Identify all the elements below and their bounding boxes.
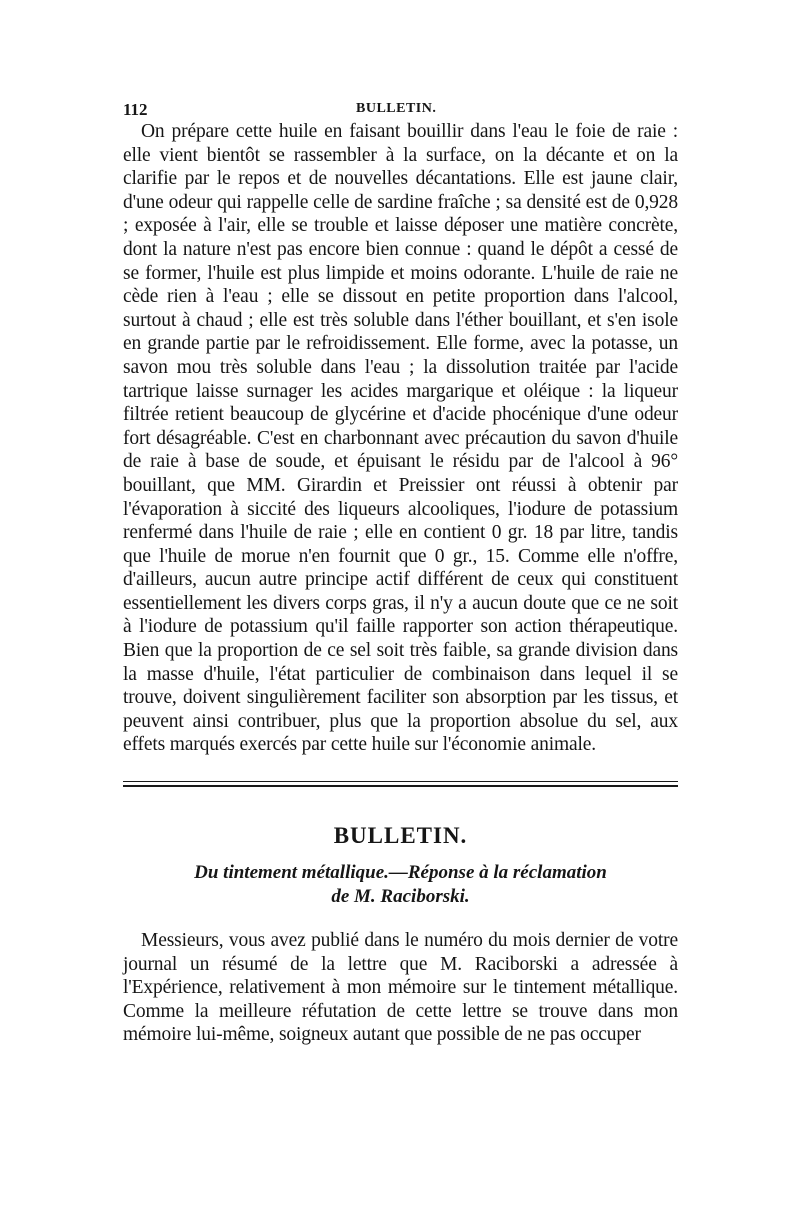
article-title xyxy=(123,861,678,909)
divider-thin-rule xyxy=(123,781,678,782)
letter-paragraph: Messieurs, vous avez publié dans le numéro du mois dernier de votre journal un résumé de la lettre que M. Raciborski a adressée à l'Expérience, relativement à mon mémoire sur le tintement métallique. Comme la meilleure réfutation de cette lettre se trouve dans mon mémoire lui-même, soigneux autant que possible de ne pas occuper xyxy=(123,930,678,1046)
running-head-title: BULLETIN. xyxy=(356,101,437,116)
document-page xyxy=(123,96,678,1047)
divider-thick-rule xyxy=(123,785,678,787)
article-title-line-1: Du tintement métallique.—Réponse à la réclamation xyxy=(194,862,607,884)
page-number: 112 xyxy=(123,100,148,119)
body-paragraph: On prépare cette huile en faisant bouillir dans l'eau le foie de raie : elle vient bientôt se rassembler à la surface, on la décante et on la clarifie par le repos et de nouvelles décantations. Elle est jaune clair, d'une odeur qui rappelle celle de sardine fraîche ; sa densité est de 0,928 ; exposée à l'air, elle se trouble et laisse déposer une matière concrète, dont la nature n'est pas encore bien connue : quand le dépôt a cessé de se former, l'huile est plus limpide et moins odorante. L'huile de raie ne cède rien à l'eau ; elle se dissout en petite proportion dans l'alcool, surtout à chaud ; elle est très soluble dans l'éther bouillant, et s'en isole en grande partie par le refroidissement. Elle forme, avec la potasse, un savon mou très soluble dans l'eau ; la dissolution traitée par l'acide tartrique laisse surnager les acides margarique et oléique : la liqueur filtrée retient beaucoup de glycérine et d'acide phocénique d'une odeur fort désagréable. C'est en charbonnant avec précaution du savon d'huile de raie à base de soude, et épuisant le résidu par de l'alcool à 96° bouillant, que MM. Girardin et Preissier ont réussi à obtenir par l'évaporation à siccité des liqueurs alcooliques, l'iodure de potassium renfermé dans l'huile de raie ; elle en contient 0 gr. 18 par litre, tandis que l'huile de morue n'en fournit que 0 gr., 15. Comme elle n'offre, d'ailleurs, aucun autre principe actif différent de ceux qui constituent essentiellement les divers corps gras, il n'y a aucun doute que ce ne soit à l'iodure de potassium qu'il faille rapporter son action thérapeutique. Bien que la proportion de ce sel soit très faible, sa grande division dans la masse d'huile, l'état particulier de combinaison dans lequel il se trouve, doivent singulièrement faciliter son absorption par les tissus, et peuvent ainsi contribuer, plus que la proportion absolue du sel, aux effets marqués exercés par cette huile sur l'économie animale. xyxy=(123,121,678,756)
section-heading: BULLETIN. xyxy=(333,823,468,849)
section-divider xyxy=(123,781,678,787)
running-head xyxy=(123,96,678,120)
article-title-line-2: de M. Raciborski. xyxy=(331,886,470,908)
